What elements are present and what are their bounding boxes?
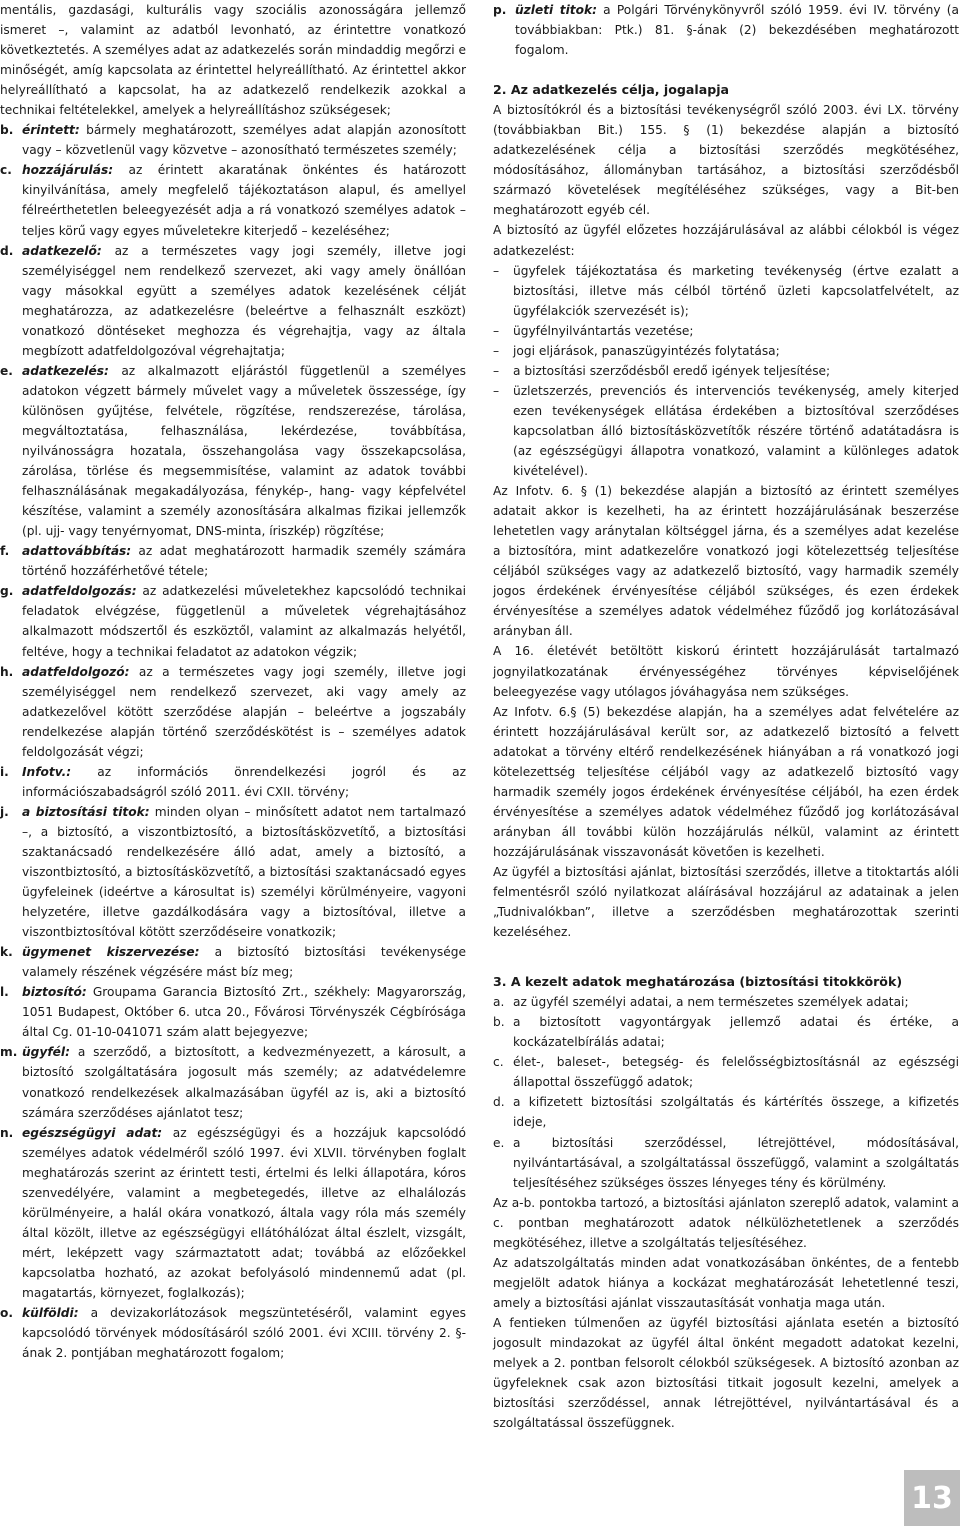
purpose-text: üzletszerzés, prevenciós és intervenciós tevékenység, amely kiterjed ezen tevékenységek ellátása érdekében a biztosítóval szerződéses kapcsolatban álló biztosításközvetítők részére történő adatátadásra is (az egészségügyi állapotra vonatkozó, valamint a különleges adatok kivételével). [513,383,959,479]
item-term: külföldi: [22,1306,79,1321]
definition-list [0,120,466,1363]
item-term: adattovábbítás: [22,544,132,559]
item-term: biztosító: [22,985,87,1000]
item-text: minden olyan – minősített adatot nem tartalmazó –, a biztosító, a viszontbiztosító, a biztosításközvetítő, a biztosítási szaktanácsadó rendelkezésére álló adat, amely a biztosító, a viszontbiztosító, a biztosításközvetítő, a biztosítási szaktanácsadó egyes ügyfeleinek (ideértve a károsultat is) személyi körülményeire, vagyoni helyzetére, illetve gazdálkodására vagy a biztosítóval, illetve a viszontbiztosítóval kötött szerződéseire vonatkozik; [22,804,467,940]
paragraph-2: A biztosító az ügyfél előzetes hozzájárulásával az alábbi célokból is végez adatkezelést: [493,223,959,258]
item-marker: b. [0,123,14,138]
paragraph-6: Az ügyfél a biztosítási ajánlat, biztosítási szerződés, illetve a titoktartás alóli felmentésről szóló nyilatkozat aláírásával hozzájárul az adatainak a jelen „Tudnivalókban”, illetve a szerződésben meghatározottak szerinti kezeléséhez. [493,864,959,940]
item-marker: k. [0,945,13,960]
item-term: ügymenet kiszervezése: [22,945,200,960]
definition-item [0,581,466,661]
item-text: az adatkezelési műveletekhez kapcsolódó technikai feladatok elvégzése, függetlenül a műveletek végrehajtásához alkalmazott módszertől és eszköztől, valamint az alkalmazás helyétől, feltéve, hogy a technikai feladatot az adatokon végzik; [22,584,466,659]
definition-item [0,662,466,762]
item-term: adatfeldolgozás: [22,584,137,599]
definition-item [0,541,466,581]
definition-item-p [493,0,959,60]
paragraph-7: Az a-b. pontokba tartozó, a biztosítási ajánlaton szereplő adatok, valamint a c. pontban meghatározott adatok nélkülözhetetlenek a szerződés megkötéséhez, illetve a szolgáltatás teljesítéséhez. [493,1195,959,1250]
item-marker: c. [493,1055,504,1070]
item-marker: d. [493,1095,505,1110]
item-marker: n. [0,1125,14,1140]
definition-item [0,982,466,1042]
item-text: a Polgári Törvénykönyvről szóló 1959. évi IV. törvény (a továbbiakban: Ptk.) 81. §-ának (2) bekezdésében meghatározott fogalom. [515,3,959,58]
item-marker: m. [0,1045,18,1060]
item-term: a biztosítási titok: [22,804,150,819]
item-marker: a. [493,995,505,1010]
data-category-item [493,1092,959,1132]
item-term: adatkezelés: [22,363,109,378]
item-term: adatkezelő: [22,243,102,258]
section-heading-2: 2. Az adatkezelés célja, jogalapja [493,82,730,98]
item-text: az egészségügyi és a hozzájuk kapcsolódó személyes adatok védelméről szóló 1997. évi XLVII. törvényben foglalt meghatározás szerint az érintett testi, értelmi és lelki állapotára, kóros szenvedélyére, valamint a megbetegedés, illetve az elhalálozás körülményeire, a halál okára vonatkozó, általa vagy róla más személy által közölt, illetve az egészségügyi ellátóhálózat által észlelt, vizsgált, mért, leképzett vagy származtatott adat; továbbá az előzőekkel kapcsolatba hozható, az azokat befolyásoló mindennemű adat (pl. magatartás, környezet, foglalkozás); [22,1125,466,1300]
item-term: üzleti titok: [515,3,597,17]
definition-item [0,1303,466,1363]
item-marker: i. [0,764,9,779]
dash-marker: – [493,263,500,278]
item-text: a biztosítási szerződéssel, létrejöttével, módosításával, nyilvántartásával, a szolgáltatással összefüggő, valamint a szolgáltatás teljesítéséhez szükséges összes lényeges tény és körülmény. [513,1135,959,1190]
item-text: az a természetes vagy jogi személy, illetve jogi személyiséggel nem rendelkező szervezet, aki vagy amely önállóan vagy másokkal együtt a személyes adatok kezelésének célját meghatározza, az adatkezelésre (beleértve a felhasznált eszközt) vonatkozó döntéseket meghozza és végrehajtja, vagy az általa megbízott adatfeldolgozóval végrehajtatja; [22,243,466,358]
paragraph-8: Az adatszolgáltatás minden adat vonatkozásában önkéntes, de a fentebb megjelölt adatok hiánya a kockázat meghatározását lehetetlenné teszi, amely a biztosítási ajánlat visszautasítását vonhatja maga után. [493,1255,959,1310]
item-text: bármely meghatározott, személyes adat alapján azonosított vagy – közvetlenül vagy közvetve – azonosítható természetes személy; [22,123,466,158]
purpose-item [493,321,959,341]
paragraph-5: Az Infotv. 6.§ (5) bekezdése alapján, ha a személyes adat felvételére az érintett hozzájárulásával került sor, az adatkezelő biztosító a felvett adatokat a törvény eltérő rendelkezésének hiányában a rá vonatkozó jogi kötelezettség teljesítése céljából vagy az adatkezelő biztosító vagy harmadik személy jogos érdekének érvényesítése céljából, ha ezen érdek érvényesítése a személyes adatok védelméhez fűződő jog korlátozásával arányban áll további külön hozzájárulás nélkül, valamint az érintett hozzájárulásának visszavonását követően is kezelheti. [493,704,959,859]
item-text: az adat meghatározott harmadik személy számára történő hozzáférhetővé tétele; [22,544,466,579]
item-marker: d. [0,243,14,258]
data-category-item [493,1012,959,1052]
item-marker: l. [0,985,9,1000]
item-term: egészségügyi adat: [22,1125,163,1140]
item-term: érintett: [22,123,80,138]
item-text: az alkalmazott eljárástól függetlenül a személyes adatokon végzett bármely művelet vagy a műveletek összessége, így különösen gyűjtése, felvétele, rögzítése, rendszerezése, tárolása, megváltoztatása, felhasználása, lekérdezése, továbbítása, nyilvánosságra hozatala, összehangolása vagy összekapcsolása, zárolása, törlése és megsemmisítése, valamint az adatok további felhasználásának megakadályozása, fénykép-, hang- vagy képfelvétel készítése, valamint a személy azonosítására alkalmas fizikai jellemzők (pl. ujj- vagy tenyérnyomat, DNS-minta, íriszkép) rögzítése; [22,363,466,539]
definition-item [0,160,466,240]
left-column [0,0,466,1363]
page-number: 13 [904,1470,960,1526]
purpose-list [493,261,959,482]
item-text: élet-, baleset-, betegség- és felelősségbiztosításnál az egészségi állapottal összefüggő adatok; [513,1055,959,1090]
item-text: az ügyfél személyi adatai, a nem természetes személyek adatai; [513,995,909,1010]
paragraph-9: A fentieken túlmenően az ügyfél biztosítási ajánlata esetén a biztosító jogosult mindazokat az ügyfél által önként megadott adatokat kezelni, melyek a 2. pontban felsorolt célokból szükségesek. A biztosító azonban az ügyfeleknek csak azon biztosítási titkait jogosult kezelni, amelyek a biztosítási szerződéssel, annak létrejöttével, nyilvántartásával és a szolgáltatással összefüggnek. [493,1315,959,1431]
paragraph-4: A 16. életévét betöltött kiskorú érintett hozzájárulását tartalmazó jognyilatkozatának érvényességéhez törvényes képviselőjének beleegyezése vagy utólagos jóváhagyása nem szükséges. [493,644,959,699]
item-text: az érintett akaratának önkéntes és határozott kinyilvánítása, amely megfelelő tájékoztatáson alapul, és amellyel félreérthetetlen beleegyezését adja a rá vonatkozó személyes adatok – teljes körű vagy egyes műveletekre kiterjedő – kezeléséhez; [22,163,466,238]
item-text: a szerződő, a biztosított, a kedvezményezett, a károsult, a biztosító szolgáltatására jogosult más személy; az adatvédelemre vonatkozó rendelkezések alkalmazásában ügyfél az is, aki a biztosító számára szerződéses ajánlatot tesz; [22,1045,466,1120]
intro-paragraph: mentális, gazdasági, kulturális vagy szociális azonosságára jellemző ismeret –, valamint az adatból levonható, az érintettre vonatkozó következtetés. A személyes adat az adatkezelés során mindaddig megőrzi e minőségét, amíg kapcsolata az érintettel helyreállítható. Az érintettel akkor helyreállítható a kapcsolat, ha az adatkezelő rendelkezik azokkal a technikai feltételekkel, amelyek a helyreállításhoz szükségesek; [0,3,466,118]
item-text: a devizakorlátozások megszüntetéséről, valamint egyes kapcsolódó törvények módosításáról szóló 2001. évi XCIII. törvény 2. §-ának 2. pontjában meghatározott fogalom; [22,1306,466,1361]
paragraph-1: A biztosítókról és a biztosítási tevékenységről szóló 2003. évi LX. törvény (továbbiakban Bit.) 155. § (1) bekezdése alapján a biztosító adatkezelésének célja a biztosítási szerződés megkötéséhez, módosításához, állományban tartásához, a biztosítási szerződésből származó követelések megítéléséhez szükséges, vagy a Bit-ben meghatározott egyéb cél. [493,103,959,218]
item-term: hozzájárulás: [22,163,114,178]
item-marker: b. [493,1015,505,1030]
item-text: az a természetes vagy jogi személy, illetve jogi személyiséggel nem rendelkező szervezet, aki vagy amely az adatkezelővel kötött szerződése alapján – beleértve a jogszabály rendelkezése alapján történő szerződéskötést is – személyes adatok feldolgozását végzi; [22,664,466,759]
purpose-text: ügyfelek tájékoztatása és marketing tevékenység (értve ezalatt a biztosítási, illetve más célból történő üzleti kapcsolatfelvételt, az ügyfélakciók szervezését is); [513,263,959,318]
item-text: az információs önrendelkezési jogról és az információszabadságról szóló 2011. évi CXII. törvény; [22,764,466,799]
item-marker: e. [493,1135,505,1150]
definition-item [0,1042,466,1122]
item-marker: g. [0,584,14,599]
item-marker: e. [0,363,13,378]
dash-marker: – [493,323,500,338]
item-marker: p. [493,3,507,17]
definition-item [0,942,466,982]
item-marker: h. [0,664,14,679]
item-term: Infotv.: [22,764,72,779]
item-marker: c. [0,163,12,178]
purpose-text: jogi eljárások, panaszügyintézés folytatása; [513,343,780,358]
item-text: a kifizetett biztosítási szolgáltatás és kártérítés összege, a kifizetés ideje, [513,1095,959,1130]
purpose-item [493,341,959,361]
data-category-item [493,1133,959,1193]
paragraph-3: Az Infotv. 6. § (1) bekezdése alapján a biztosító az érintett személyes adatait akkor is kezelheti, ha az érintett hozzájárulásának beszerzése lehetetlen vagy aránytalan költséggel járna, és a személyes adat kezelése a biztosítóra, mint adatkezelőre vonatkozó jogi kötelezettség teljesítése céljából szükséges vagy az adatkezelő biztosító, vagy harmadik személy jogos érdekének érvényesítése céljából szükséges, és ezen érdekek érvényesítése a személyes adatok védelméhez fűződő jog korlátozásával arányban áll. [493,484,959,639]
data-category-list [493,992,959,1192]
definition-item [0,241,466,361]
item-text: a biztosító biztosítási tevékenysége valamely részének végzésére mást bíz meg; [22,945,466,980]
definition-item [0,802,466,942]
definition-item [0,1123,466,1303]
purpose-text: ügyfélnyilvántartás vezetése; [513,323,694,338]
purpose-item [493,381,959,481]
purpose-item [493,361,959,381]
data-category-item [493,1052,959,1092]
item-marker: o. [0,1306,14,1321]
purpose-item [493,261,959,321]
definition-item [0,762,466,802]
item-text: Groupama Garancia Biztosító Zrt., székhely: Magyarország, 1051 Budapest, Október 6. utca 20., Fővárosi Törvényszék Cégbírósága által Cg. 01-10-041071 szám alatt bejegyezve; [22,985,466,1040]
dash-marker: – [493,343,500,358]
purpose-text: a biztosítási szerződésből eredő igények teljesítése; [513,363,831,378]
section-heading-3: 3. A kezelt adatok meghatározása (biztosítási titokkörök) [493,974,903,990]
item-term: adatfeldolgozó: [22,664,130,679]
item-marker: f. [0,544,10,559]
item-marker: j. [0,804,9,819]
right-column [493,0,959,1433]
definition-item [0,361,466,541]
dash-marker: – [493,383,500,398]
data-category-item [493,992,959,1012]
dash-marker: – [493,363,500,378]
item-term: ügyfél: [22,1045,70,1060]
item-text: a biztosított vagyontárgyak jellemző adatai és értéke, a kockázatelbírálás adatai; [513,1015,959,1050]
definition-item [0,120,466,160]
